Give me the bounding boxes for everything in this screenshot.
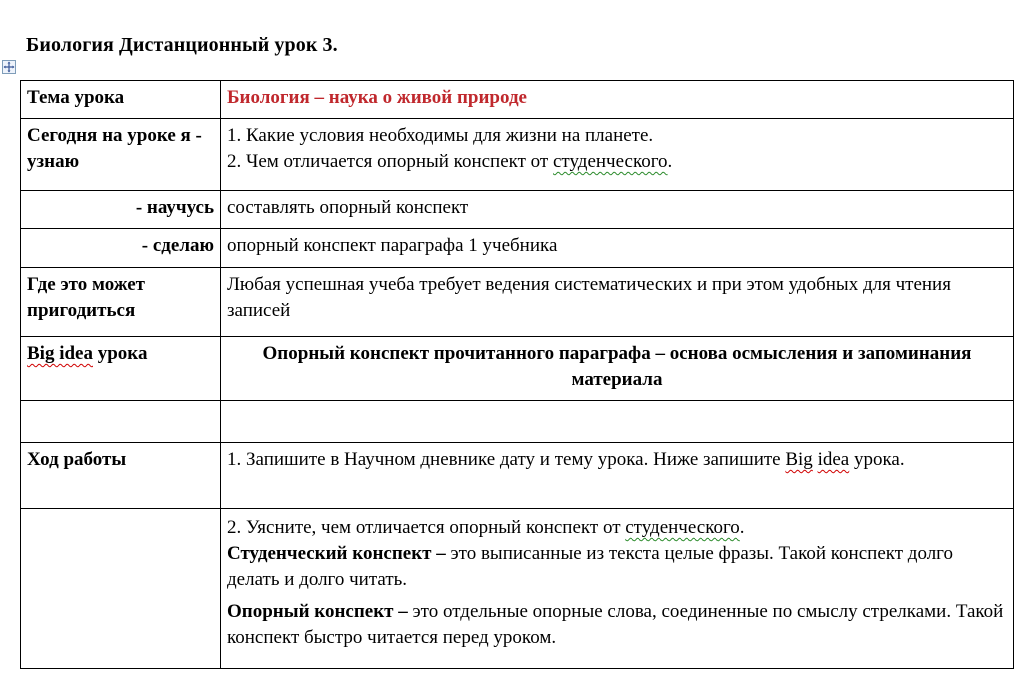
work-step-2-line <box>227 515 1007 541</box>
where-value: Любая успешная учеба требует ведения систематических и при этом удобных для чтения записей <box>221 268 1014 337</box>
lesson-plan-table <box>20 80 1014 669</box>
bigidea-label-rest: урока <box>92 343 148 364</box>
topic-value: Биология – наука о живой природе <box>221 81 1014 119</box>
skill-value: составлять опорный конспект <box>221 191 1014 229</box>
work-step-1-big: Big <box>785 449 813 470</box>
bigidea-label <box>21 337 221 401</box>
work-2-empty-cell <box>21 509 221 669</box>
table-row-topic <box>21 81 1014 119</box>
table-move-handle-icon[interactable] <box>2 60 16 74</box>
work-step-1-end: урока. <box>849 449 905 470</box>
table-row-bigidea <box>21 337 1014 401</box>
learn-item-2 <box>227 149 1007 175</box>
learn-item-2-word: студенческого <box>553 151 668 172</box>
empty-cell-right <box>221 401 1014 443</box>
learn-label: Сегодня на уроке я - узнаю <box>21 119 221 191</box>
learn-item-2-text: 2. Чем отличается опорный конспект от <box>227 151 553 172</box>
work-step-1 <box>221 443 1014 509</box>
where-label: Где это может пригодиться <box>21 268 221 337</box>
skill-label: - научусь <box>21 191 221 229</box>
work-step-2-end: . <box>739 517 745 538</box>
learn-value <box>221 119 1014 191</box>
do-label: - сделаю <box>21 229 221 268</box>
work-step-1-idea: idea <box>817 449 850 470</box>
student-desc: это выписанные из текста целые фразы. Такой конспект долго делать и долго читать. <box>227 543 953 590</box>
student-term: Студенческий конспект – <box>227 543 446 564</box>
table-row-empty <box>21 401 1014 443</box>
bigidea-label-word: Big idea <box>27 343 93 364</box>
support-desc: это отдельные опорные слова, соединенные по смыслу стрелками. Такой конспект быстро читается перед уроком. <box>227 601 1004 648</box>
work-step-1-text: 1. Запишите в Научном дневнике дату и тему урока. Ниже запишите <box>227 449 786 470</box>
student-definition <box>227 541 1007 593</box>
table-row-where <box>21 268 1014 337</box>
bigidea-value: Опорный конспект прочитанного параграфа – основа осмысления и запоминания материала <box>221 337 1014 401</box>
work-step-2-word: студенческого <box>625 517 740 538</box>
table-row-learn <box>21 119 1014 191</box>
table-row-work <box>21 443 1014 509</box>
table-row-work-2 <box>21 509 1014 669</box>
work-step-2 <box>221 509 1014 669</box>
do-value: опорный конспект параграфа 1 учебника <box>221 229 1014 268</box>
work-label: Ход работы <box>21 443 221 509</box>
topic-label: Тема урока <box>21 81 221 119</box>
table-row-skill <box>21 191 1014 229</box>
learn-item-2-end: . <box>667 151 673 172</box>
support-definition <box>227 599 1007 651</box>
table-row-do <box>21 229 1014 268</box>
work-step-2-text: 2. Уясните, чем отличается опорный конспект от <box>227 517 626 538</box>
learn-item-1: 1. Какие условия необходимы для жизни на планете. <box>227 125 654 146</box>
support-term: Опорный конспект – <box>227 601 408 622</box>
document-title: Биология Дистанционный урок 3. <box>26 34 338 56</box>
empty-cell-left <box>21 401 221 443</box>
